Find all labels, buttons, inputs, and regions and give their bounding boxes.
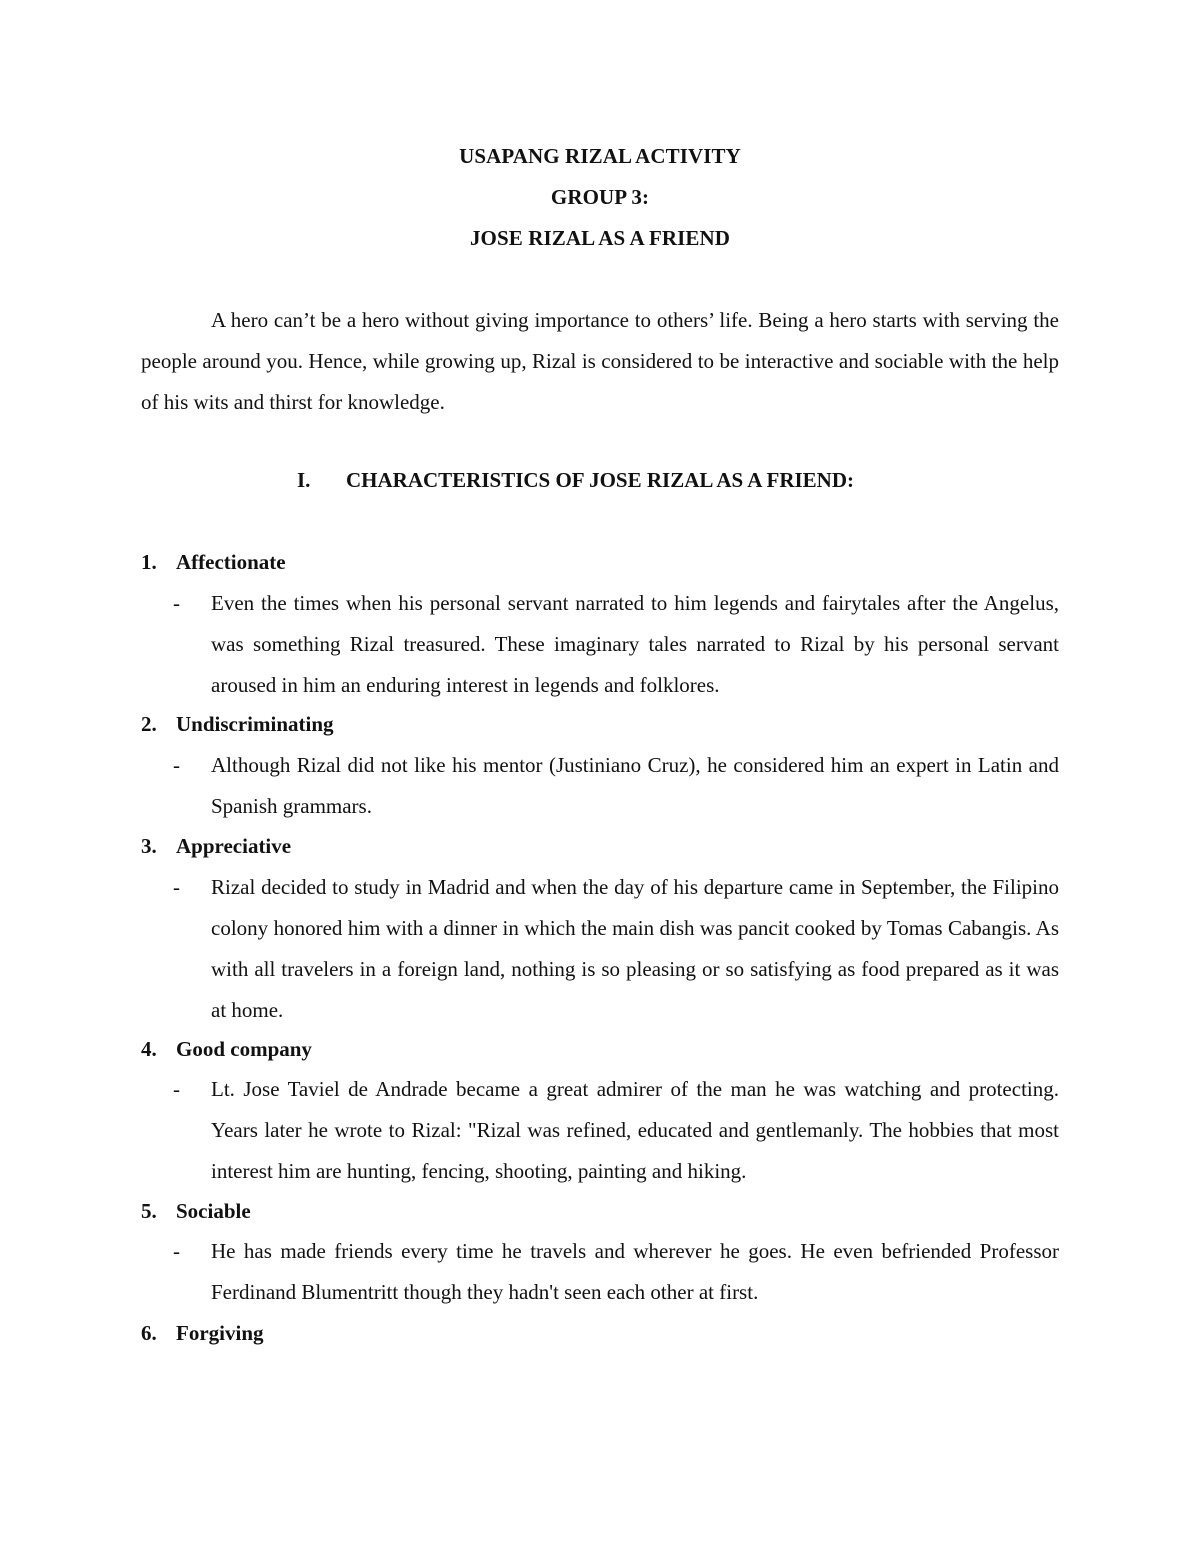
list-item-label: Undiscriminating (176, 712, 334, 736)
list-item-label: Good company (176, 1037, 312, 1061)
list-item-title (141, 550, 286, 575)
list-item-description (173, 867, 1059, 1031)
list-item-number: 6. (141, 1321, 157, 1345)
list-item-number: 2. (141, 712, 157, 736)
description-text: Although Rizal did not like his mentor (Justiniano Cruz), he considered him an expert in Latin and Spanish grammars. (211, 753, 1059, 818)
list-item-number: 1. (141, 550, 157, 574)
group-label: GROUP 3: (550, 185, 650, 209)
list-item-number: 3. (141, 834, 157, 858)
dash-bullet: - (173, 1077, 180, 1101)
list-item-number: 5. (141, 1199, 157, 1223)
list-item-description (173, 1069, 1059, 1192)
list-item-label: Forgiving (176, 1321, 264, 1345)
dash-bullet: - (173, 591, 180, 615)
list-item-title (141, 834, 291, 859)
dash-bullet: - (173, 875, 180, 899)
list-item-label: Affectionate (176, 550, 286, 574)
list-item-description (173, 745, 1059, 827)
list-item-description (173, 1231, 1059, 1313)
list-item-title (141, 1321, 264, 1346)
list-item-title (141, 1037, 312, 1062)
description-text: He has made friends every time he travels and wherever he goes. He even befriended Professor Ferdinand Blumentritt though they hadn't seen each other at first. (211, 1239, 1059, 1304)
list-item-label: Appreciative (176, 834, 292, 858)
list-item-number: 4. (141, 1037, 157, 1061)
description-text: Lt. Jose Taviel de Andrade became a great admirer of the man he was watching and protecting. Years later he wrote to Rizal: "Rizal was refined, educated and gentlemanly. The hobbies that most interest him are hunting, fencing, shooting, painting and hiking. (211, 1077, 1059, 1183)
document-title: USAPANG RIZAL ACTIVITY (459, 144, 741, 168)
description-text: Even the times when his personal servant narrated to him legends and fairytales after the Angelus, was something Rizal treasured. These imaginary tales narrated to Rizal by his personal servant aroused in him an enduring interest in legends and folklores. (211, 591, 1059, 697)
section-numeral: I. (297, 468, 311, 492)
intro-paragraph: A hero can’t be a hero without giving importance to others’ life. Being a hero starts with serving the people around you. Hence, while growing up, Rizal is considered to be interactive and sociable with the help of his wits and thirst for knowledge. (141, 308, 1059, 414)
dash-bullet: - (173, 1239, 180, 1263)
list-item-description (173, 583, 1059, 706)
section-title: CHARACTERISTICS OF JOSE RIZAL AS A FRIEND: (346, 468, 855, 492)
list-item-title (141, 712, 334, 737)
dash-bullet: - (173, 753, 180, 777)
list-item-label: Sociable (176, 1199, 251, 1223)
description-text: Rizal decided to study in Madrid and when the day of his departure came in September, the Filipino colony honored him with a dinner in which the main dish was pancit cooked by Tomas Cabangis. As with all travelers in a foreign land, nothing is so pleasing or so satisfying as food prepared as it was at home. (211, 875, 1059, 1022)
list-item-title (141, 1199, 251, 1224)
document-subtitle: JOSE RIZAL AS A FRIEND (469, 226, 731, 250)
